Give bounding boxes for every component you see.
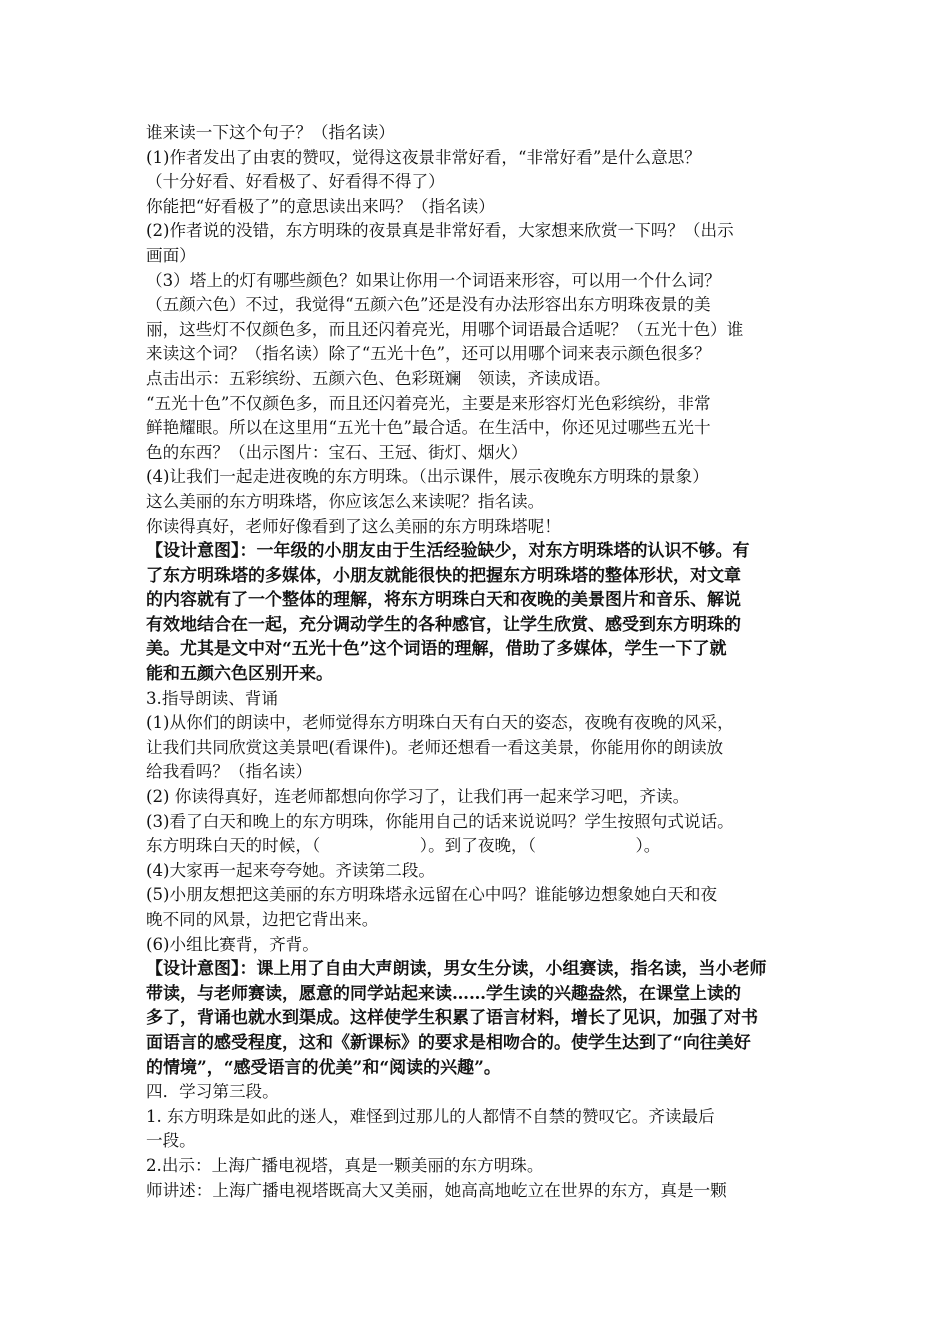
text-line: (5)小朋友想把这美丽的东方明珠塔永远留在心中吗？谁能够边想象她白天和夜: [146, 885, 718, 905]
text-line: (3)看了白天和晚上的东方明珠，你能用自己的话来说说吗？学生按照句式说话。: [146, 811, 734, 831]
design-intent-line: 面语言的感受程度，这和《新课标》的要求是相吻合的。使学生达到了“向往美好: [146, 1032, 751, 1053]
design-intent-line: 的内容就有了一个整体的理解，将东方明珠白天和夜晚的美景图片和音乐、解说: [146, 590, 741, 611]
text-line: 一段。: [146, 1131, 196, 1151]
design-intent-line: 【设计意图】：课上用了自由大声朗读，男女生分读，小组赛读，指名读，当小老师: [146, 959, 767, 980]
design-intent-line: 多了，背诵也就水到渠成。这样使学生积累了语言材料，增长了见识，加强了对书: [146, 1008, 758, 1029]
text-line: 四．学习第三段。: [146, 1082, 279, 1102]
design-intent-line: 能和五颜六色区别开来。: [146, 664, 333, 685]
text-line: 丽，这些灯不仅颜色多，而且还闪着亮光，用哪个词语最合适呢？（五光十色）谁: [146, 319, 744, 339]
design-intent-line: 带读，与老师赛读，愿意的同学站起来读……学生读的兴趣盎然，在课堂上读的: [146, 983, 741, 1004]
text-line: 3.指导朗读、背诵: [146, 688, 278, 708]
design-intent-line: 美。尤其是文中对“五光十色”这个词语的理解，借助了多媒体，学生一下了就: [146, 639, 727, 660]
text-line: 色的东西？（出示图片：宝石、王冠、街灯、烟火）: [146, 442, 528, 462]
text-line: 让我们共同欣赏这美景吧(看课件)。老师还想看一看这美景，你能用你的朗读放: [146, 737, 724, 757]
text-line: 画面）: [146, 245, 196, 265]
text-line: 师讲述：上海广播电视塔既高大又美丽，她高高地屹立在世界的东方，真是一颗: [146, 1180, 727, 1200]
text-line: 谁来读一下这个句子？（指名读）: [146, 123, 395, 142]
text-line: (4)让我们一起走进夜晚的东方明珠。（出示课件，展示夜晚东方明珠的景象）: [146, 467, 709, 487]
document-body: [146, 121, 816, 1203]
design-intent-line: 【设计意图】：一年级的小朋友由于生活经验缺少，对东方明珠塔的认识不够。有: [146, 541, 750, 562]
text-line: (1)作者发出了由衷的赞叹，觉得这夜景非常好看，“非常好看”是什么意思？: [146, 147, 701, 167]
text-line: (4)大家再一起来夸夸她。齐读第二段。: [146, 860, 436, 880]
text-line: (1)从你们的朗读中，老师觉得东方明珠白天有白天的姿态，夜晚有夜晚的风采，: [146, 713, 734, 733]
text-line: （3）塔上的灯有哪些颜色？如果让你用一个词语来形容，可以用一个什么词？: [146, 270, 721, 290]
text-line: (6)小组比赛背，齐背。: [146, 934, 319, 954]
text-line: (2) 你读得真好，连老师都想向你学习了，让我们再一起来学习吧，齐读。: [146, 787, 690, 807]
text-line: （五颜六色）不过，我觉得“五颜六色”还是没有办法形容出东方明珠夜景的美: [146, 295, 711, 315]
text-line: 晚不同的风景，边把它背出来。: [146, 910, 379, 929]
text-line: 你读得真好，老师好像看到了这么美丽的东方明珠塔呢！: [146, 516, 561, 536]
text-line: （十分好看、好看极了、好看得不得了）: [146, 172, 445, 192]
text-line: 这么美丽的东方明珠塔，你应该怎么来读呢？指名读。: [146, 491, 545, 511]
text-line: (2)作者说的没错，东方明珠的夜景真是非常好看，大家想来欣赏一下吗？（出示: [146, 221, 734, 241]
text-line: 点击出示：五彩缤纷、五颜六色、色彩斑斓 领读，齐读成语。: [146, 368, 611, 388]
text-line: 鲜艳耀眼。所以在这里用“五光十色”最合适。在生活中，你还见过哪些五光十: [146, 418, 711, 438]
text-line: 东方明珠白天的时候，（ ）。到了夜晚，（ ）。: [146, 836, 661, 856]
design-intent-line: 的情境”，“感受语言的优美”和“阅读的兴趣”。: [146, 1057, 501, 1078]
text-line: 给我看吗？（指名读）: [146, 762, 312, 782]
text-line: 来读这个词？（指名读）除了“五光十色”，还可以用哪个词来表示颜色很多？: [146, 344, 711, 364]
text-line: “五光十色”不仅颜色多，而且还闪着亮光，主要是来形容灯光色彩缤纷，非常: [146, 393, 711, 413]
design-intent-line: 有效地结合在一起，充分调动学生的各种感官，让学生欣赏、感受到东方明珠的: [146, 614, 741, 635]
text-line: 2.出示：上海广播电视塔，真是一颗美丽的东方明珠。: [146, 1155, 544, 1175]
design-intent-line: 了东方明珠塔的多媒体，小朋友就能很快的把握东方明珠塔的整体形状，对文章: [146, 565, 741, 586]
text-line: 你能把“好看极了”的意思读出来吗？（指名读）: [146, 196, 495, 216]
text-line: 1. 东方明珠是如此的迷人，难怪到过那儿的人都情不自禁的赞叹它。齐读最后: [146, 1106, 715, 1126]
